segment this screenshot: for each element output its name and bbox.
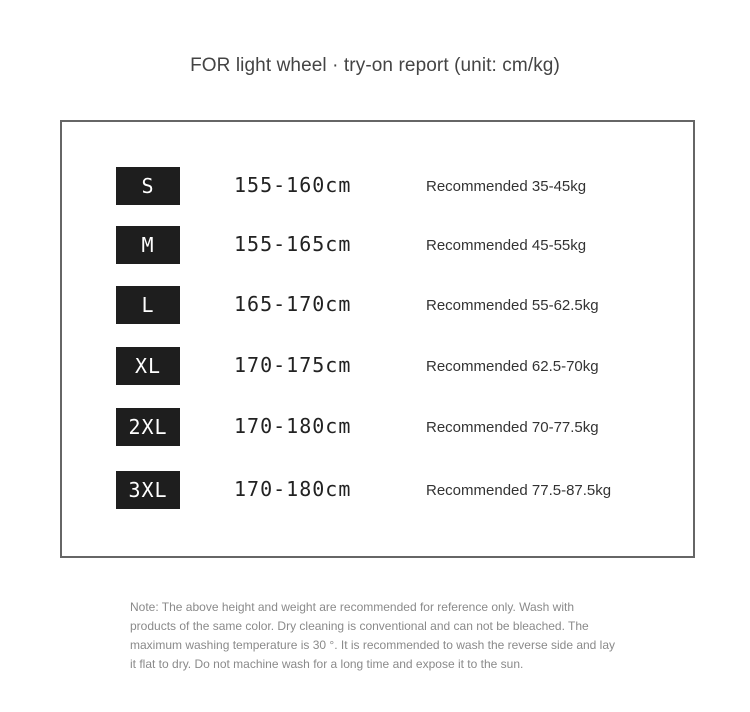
height-range: 165-170cm bbox=[234, 292, 352, 316]
size-label: 2XL bbox=[116, 408, 180, 446]
size-row-m bbox=[62, 226, 693, 266]
size-row-l bbox=[62, 286, 693, 326]
size-label: 3XL bbox=[116, 471, 180, 509]
size-label: XL bbox=[116, 347, 180, 385]
size-label: M bbox=[116, 226, 180, 264]
size-row-3xl bbox=[62, 471, 693, 511]
size-row-2xl bbox=[62, 408, 693, 448]
size-row-s bbox=[62, 167, 693, 207]
height-range: 155-165cm bbox=[234, 232, 352, 256]
size-label: S bbox=[116, 167, 180, 205]
size-row-xl bbox=[62, 347, 693, 387]
weight-recommendation: Recommended 45-55kg bbox=[426, 237, 587, 254]
page-title: FOR light wheel · try-on report (unit: cm/kg) bbox=[190, 55, 560, 76]
weight-recommendation: Recommended 62.5-70kg bbox=[426, 358, 599, 375]
height-range: 170-180cm bbox=[234, 477, 352, 501]
size-label: L bbox=[116, 286, 180, 324]
care-note: Note: The above height and weight are recommended for reference only. Wash with products of the same color. Dry cleaning is conventional and can not be bleached. The maximum washing temperature is 30 °. It is recommended to wash the reverse side and lay it flat to dry. Do not machine wash for a long time and expose it to the sun. bbox=[130, 600, 616, 671]
weight-recommendation: Recommended 35-45kg bbox=[426, 178, 587, 195]
weight-recommendation: Recommended 77.5-87.5kg bbox=[426, 482, 612, 499]
size-chart bbox=[60, 120, 695, 558]
weight-recommendation: Recommended 70-77.5kg bbox=[426, 419, 599, 436]
weight-recommendation: Recommended 55-62.5kg bbox=[426, 297, 599, 314]
height-range: 170-180cm bbox=[234, 414, 352, 438]
height-range: 155-160cm bbox=[234, 173, 352, 197]
height-range: 170-175cm bbox=[234, 353, 352, 377]
